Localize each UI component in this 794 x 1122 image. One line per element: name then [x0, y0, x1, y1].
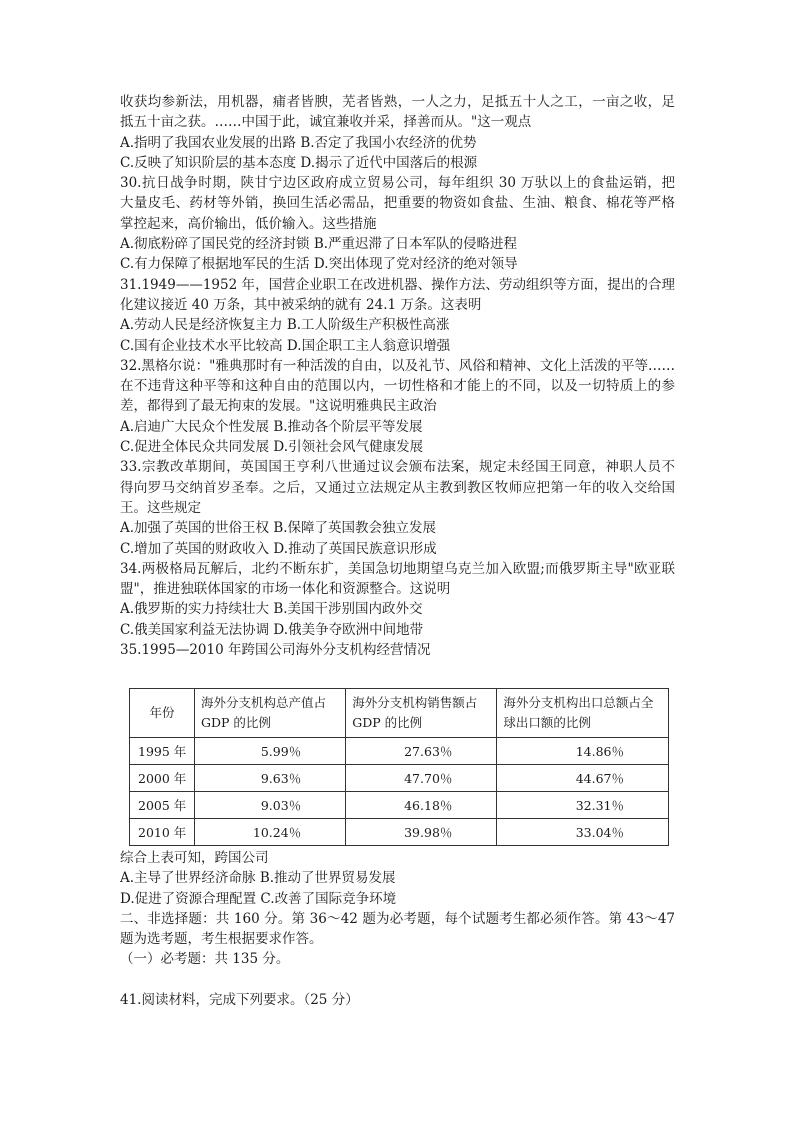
text-line: A.彻底粉碎了国民党的经济封锁 B.严重迟滞了日本军队的侵略进程: [120, 236, 518, 253]
table-cell-value: 47.70％: [346, 765, 497, 792]
table-cell-year: 2010 年: [130, 819, 195, 846]
table-cell-value: 9.03％: [195, 792, 346, 819]
table-row: [130, 792, 669, 819]
table-cell-value: 46.18％: [346, 792, 497, 819]
text-line: A.指明了我国农业发展的出路 B.否定了我国小农经济的优势: [120, 134, 477, 151]
text-line: 得向罗马交纳首岁圣奉。之后，又通过立法规定从主教到教区牧师应把第一年的收入交给国: [120, 479, 675, 496]
text-line: 二、非选择题：共 160 分。第 36～42 题为必考题，每个试题考生都必须作答。第 43～47: [120, 910, 675, 927]
text-line: 32.黑格尔说："雅典那时有一种活泼的自由，以及礼节、风俗和精神、文化上活泼的平等……: [120, 357, 675, 374]
table-cell-value: 10.24％: [195, 819, 346, 846]
text-line: 综合上表可知，跨国公司: [120, 850, 269, 866]
text-line: D.促进了资源合理配置 C.改善了国际竞争环境: [120, 890, 397, 907]
table-header-output: 海外分支机构总产值占GDP 的比例: [195, 689, 346, 738]
text-line: 33.宗教改革期间，英国国王亨利八世通过议会颁布法案，规定未经国王同意，神职人员不: [120, 459, 675, 476]
table-cell-value: 44.67％: [497, 765, 669, 792]
text-line: 30.抗日战争时期，陕甘宁边区政府成立贸易公司，每年组织 30 万驮以上的食盐运销，把: [120, 175, 675, 192]
text-line: 收获均参新法，用机器，痡者皆腴，芜者皆熟，一人之力，足抵五十人之工，一亩之收，足: [120, 94, 675, 110]
text-line: A.俄罗斯的实力持续壮大 B.美国干涉别国内政外交: [120, 601, 423, 618]
table-header-year: 年份: [130, 689, 195, 738]
table-row: [130, 765, 669, 792]
text-line: A.劳动人民是经济恢复主力 B.工人阶级生产积极性高涨: [120, 317, 450, 334]
table-cell-value: 9.63％: [195, 765, 346, 792]
table-cell-year: 2000 年: [130, 765, 195, 792]
text-line: 盟"，推进独联体国家的市场一体化和资源整合。这说明: [120, 581, 451, 598]
table-cell-year: 1995 年: [130, 738, 195, 765]
text-line: C.促进全体民众共同发展 D.引领社会风气健康发展: [120, 439, 424, 456]
multinational-table: [129, 688, 669, 846]
text-line: C.反映了知识阶层的基本态度 D.揭示了近代中国落后的根源: [120, 154, 478, 171]
text-line: C.国有企业技术水平比较高 D.国企职工主人翁意识增强: [120, 337, 451, 354]
table-row: [130, 738, 669, 765]
text-line: 化建议接近 40 万条，其中被采纳的就有 24.1 万条。这表明: [120, 296, 482, 313]
table-cell-value: 32.31％: [497, 792, 669, 819]
text-line: C.俄美国家利益无法协调 D.俄美争夺欧洲中间地带: [120, 621, 424, 638]
table-cell-value: 14.86％: [497, 738, 669, 765]
text-line: 差，都得到了最无拘束的发展。"这说明雅典民主政治: [120, 398, 437, 415]
text-line: 41.阅读材料，完成下列要求。（25 分）: [120, 992, 359, 1009]
text-line: 抵五十亩之获。……中国于此，诚宜兼收并采，择善而从。"这一观点: [120, 114, 532, 131]
table-cell-year: 2005 年: [130, 792, 195, 819]
text-line: C.有力保障了根据地军民的生活 D.突出体现了党对经济的绝对领导: [120, 256, 518, 273]
table-cell-value: 27.63％: [346, 738, 497, 765]
table-header-row: [130, 689, 669, 738]
text-line: 题为选考题，考生根据要求作答。: [120, 931, 323, 948]
text-line: 掌控起来，高价输出，低价输入。这些措施: [120, 215, 377, 232]
text-line: C.增加了英国的财政收入 D.推动了英国民族意识形成: [120, 540, 437, 557]
table-cell-value: 33.04％: [497, 819, 669, 846]
table-header-exports: 海外分支机构出口总额占全球出口额的比例: [497, 689, 669, 738]
question-text-block: [120, 92, 675, 660]
text-line: 34.两极格局瓦解后，北约不断东扩，美国急切地期望乌克兰加入欧盟;而俄罗斯主导"欧亚联: [120, 560, 675, 577]
table-cell-value: 5.99％: [195, 738, 346, 765]
table-row: [130, 819, 669, 846]
table-cell-value: 39.98％: [346, 819, 497, 846]
text-line: （一）必考题：共 135 分。: [120, 951, 290, 968]
text-line: 31.1949——1952 年，国营企业职工在改进机器、操作方法、劳动组织等方面，提出的合理: [120, 276, 675, 293]
text-line: 35.1995—2010 年跨国公司海外分支机构经营情况: [120, 642, 431, 659]
question-text-block-after-table: [120, 848, 675, 1010]
text-line: A.加强了英国的世俗王权 B.保障了英国教会独立发展: [120, 520, 437, 537]
table-header-sales: 海外分支机构销售额占GDP 的比例: [346, 689, 497, 738]
text-line: 王。这些规定: [120, 499, 201, 516]
text-line: A.主导了世界经济命脉 B.推动了世界贸易发展: [120, 870, 396, 887]
text-line: 在不违背这种平等和这种自由的范围以内，一切性格和才能上的不同，以及一切特质上的参: [120, 378, 675, 395]
text-line: [120, 970, 675, 990]
text-line: 大量皮毛、药材等外销，换回生活必需品，把重要的物资如食盐、生油、粮食、棉花等严格: [120, 195, 675, 212]
text-line: A.启迪广大民众个性发展 B.推动各个阶层平等发展: [120, 418, 423, 435]
